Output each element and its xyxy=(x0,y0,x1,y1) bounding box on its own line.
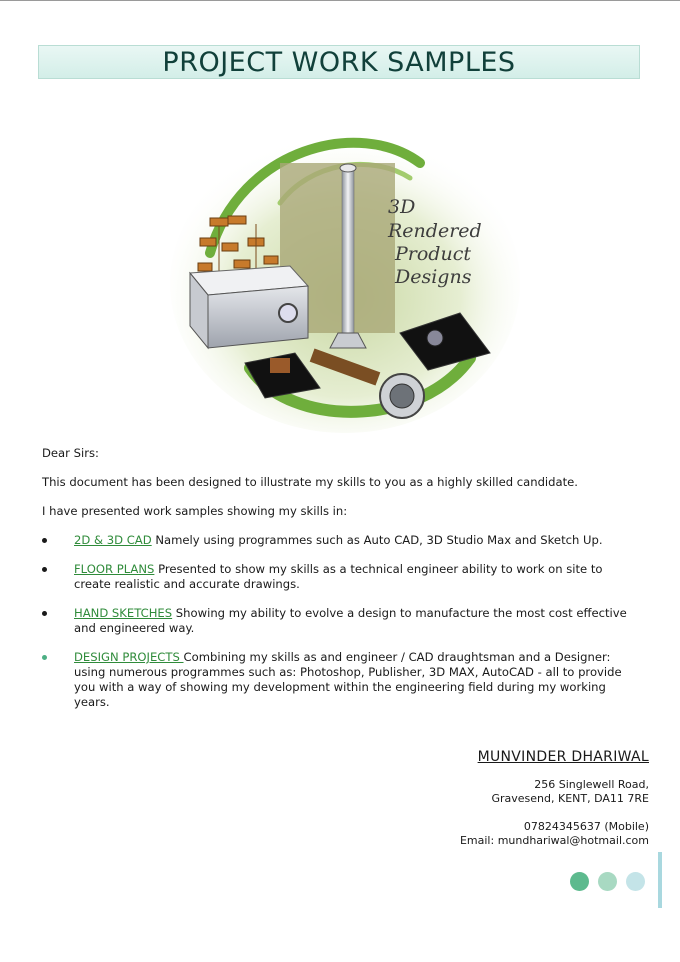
dot-3 xyxy=(626,872,645,891)
metal-box xyxy=(190,266,308,348)
skill-heading-floor-plans: FLOOR PLANS xyxy=(74,562,155,576)
dot-2 xyxy=(598,872,617,891)
list-item xyxy=(42,562,642,592)
lead-paragraph: I have presented work samples showing my skills in: xyxy=(42,504,348,518)
skill-description: Combining my skills as and engineer / CAD draughtsman and a Designer: using numerous programmes such as: Photoshop, Publisher, 3D MAX, AutoCAD - all to provide you with a way of showing my development within the engineering field during my working years. xyxy=(74,650,622,709)
address-line-1: 256 Singlewell Road, xyxy=(534,778,649,791)
bullet-dot xyxy=(42,567,47,572)
hero-caption-line-3: Product xyxy=(395,243,471,265)
bullet-dot xyxy=(42,538,47,543)
list-item xyxy=(42,533,642,548)
intro-paragraph: This document has been designed to illustrate my skills to you as a highly skilled candidate. xyxy=(42,475,578,489)
skill-description: Presented to show my skills as a technical engineer ability to work on site to create realistic and accurate drawings. xyxy=(74,562,603,591)
email-address: Email: mundhariwal@hotmail.com xyxy=(459,834,649,847)
skill-heading-design-projects: DESIGN PROJECTS xyxy=(74,650,184,664)
address xyxy=(460,778,649,806)
skill-heading-hand-sketches: HAND SKETCHES xyxy=(74,606,173,620)
greeting: Dear Sirs: xyxy=(42,446,99,460)
hero-illustration xyxy=(170,108,530,438)
skill-heading-2d-3d-cad: 2D & 3D CAD xyxy=(74,533,152,547)
signature-name: MUNVINDER DHARIWAL xyxy=(477,749,649,765)
list-item xyxy=(42,606,642,636)
hero-caption-line-1: 3D xyxy=(388,196,416,218)
phone-number: 07824345637 (Mobile) xyxy=(523,820,649,833)
bullet-dot xyxy=(42,611,47,616)
signature-block xyxy=(460,750,649,848)
page-title: PROJECT WORK SAMPLES xyxy=(162,46,516,78)
hero-caption-line-2: Rendered xyxy=(388,220,482,242)
bullet-dot xyxy=(42,655,47,660)
top-rule xyxy=(0,0,680,1)
decorative-dots xyxy=(570,872,645,891)
address-line-2: Gravesend, KENT, DA11 7RE xyxy=(491,792,649,805)
title-banner xyxy=(38,45,640,79)
dot-1 xyxy=(570,872,589,891)
hero-caption-line-4: Designs xyxy=(395,266,472,288)
skill-description: Showing my ability to evolve a design to manufacture the most cost effective and engineered way. xyxy=(74,606,627,635)
letter-body xyxy=(42,446,642,724)
skill-description: Namely using programmes such as Auto CAD, 3D Studio Max and Sketch Up. xyxy=(151,533,603,547)
list-item xyxy=(42,650,642,710)
skills-list xyxy=(42,533,642,710)
decorative-side-bar xyxy=(658,852,662,908)
